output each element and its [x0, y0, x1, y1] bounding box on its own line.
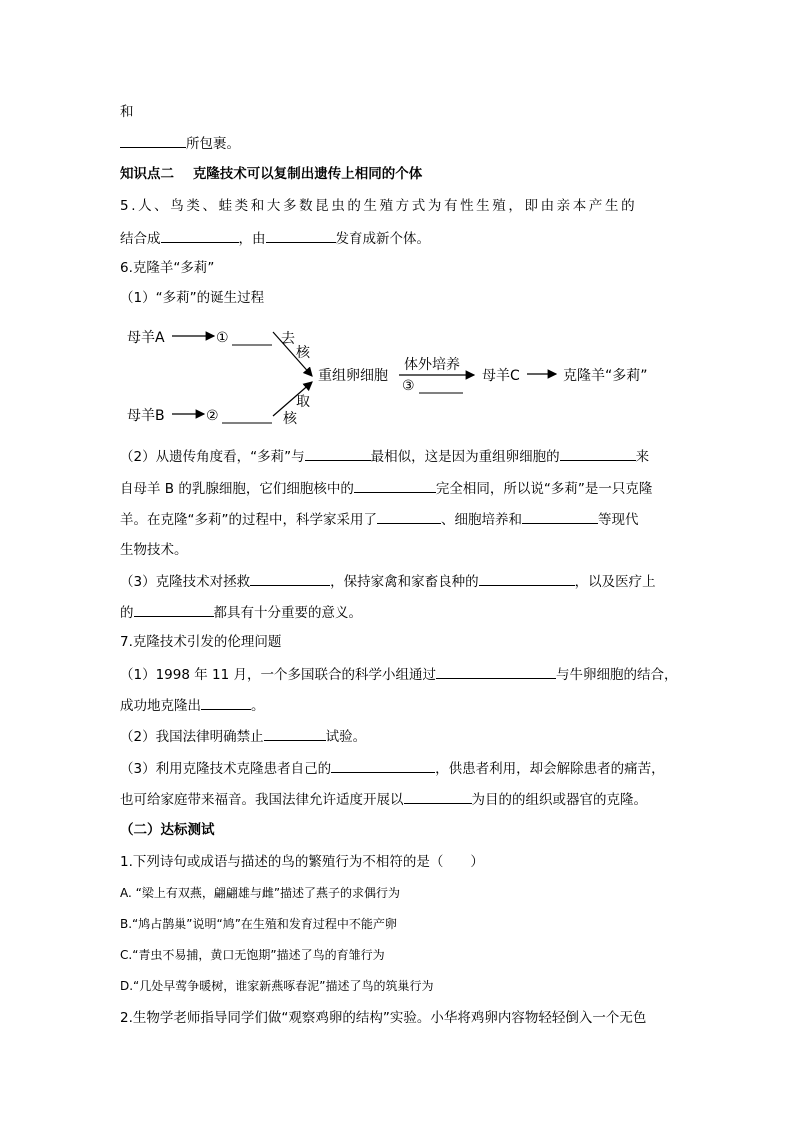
answer-blank[interactable] [134, 602, 214, 617]
answer-blank[interactable] [266, 228, 336, 243]
answer-blank[interactable] [354, 478, 436, 493]
question-7-part-2: （2）我国法律明确禁止 试验。 [120, 726, 366, 747]
text-line: 所包裹。 [120, 133, 240, 154]
answer-blank[interactable] [331, 758, 435, 773]
take-nucleus-label: 取 [296, 394, 310, 410]
ewe-b-label: 母羊B [127, 408, 165, 424]
remove-nucleus-label: 核 [296, 345, 310, 361]
circle-3: ③ [402, 378, 415, 394]
dolly-process-diagram [0, 318, 794, 428]
question-6-title: 6.克隆羊“多莉” [120, 260, 215, 276]
circle-2: ② [206, 408, 219, 424]
option-b[interactable]: B.“鸠占鹊巢”说明“鸠”在生殖和发育过程中不能产卵 [120, 917, 397, 931]
answer-blank[interactable] [522, 509, 598, 524]
circle-1: ① [216, 330, 229, 346]
answer-blank[interactable] [479, 571, 575, 586]
question-7-part-3: 也可给家庭带来福音。我国法律允许适度开展以 为目的的组织或器官的克隆。 [120, 789, 647, 810]
ewe-a-label: 母羊A [127, 330, 165, 346]
answer-blank[interactable] [377, 509, 441, 524]
answer-blank[interactable] [305, 446, 371, 461]
question-6-part-3: （3）克隆技术对拯救 ，保持家禽和家畜良种的 ，以及医疗上 [120, 571, 656, 592]
answer-blank[interactable] [404, 789, 472, 804]
question-6-part-2: 自母羊 B 的乳腺细胞，它们细胞核中的 完全相同，所以说“多莉”是一只克隆 [120, 478, 652, 499]
answer-blank[interactable] [120, 133, 186, 148]
ewe-c-label: 母羊C [482, 368, 520, 384]
question-6-sub: （1）“多莉”的诞生过程 [120, 290, 265, 306]
answer-blank[interactable] [250, 571, 330, 586]
option-c[interactable]: C.“青虫不易捕，黄口无饱期”描述了鸟的育雏行为 [120, 948, 385, 962]
section-heading: （二）达标测试 [120, 822, 215, 838]
question-7-part-1: （1）1998 年 11 月，一个多国联合的科学小组通过 与牛卵细胞的结合， [120, 664, 678, 685]
culture-label: 体外培养 [404, 357, 460, 373]
dolly-label: 克隆羊“多莉” [563, 368, 648, 384]
question-7-part-1: 成功地克隆出 。 [120, 695, 265, 716]
text-line: 和 [120, 104, 134, 120]
question-7-part-3: （3）利用克隆技术克隆患者自己的 ，供患者利用，却会解除患者的痛苦， [120, 758, 665, 779]
question-6-part-3: 的 都具有十分重要的意义。 [120, 602, 362, 623]
option-d[interactable]: D.“几处早莺争暖树，谁家新燕啄春泥”描述了鸟的筑巢行为 [120, 979, 434, 993]
question-6-part-2: 生物技术。 [120, 542, 188, 558]
answer-blank[interactable] [161, 228, 239, 243]
option-a[interactable]: A. “梁上有双燕，翩翩雄与雌”描述了燕子的求偶行为 [120, 886, 401, 900]
answer-blank[interactable] [201, 695, 251, 710]
answer-blank[interactable] [264, 726, 326, 741]
question-7-title: 7.克隆技术引发的伦理问题 [120, 634, 282, 650]
recombined-egg-label: 重组卵细胞 [318, 368, 388, 384]
answer-blank[interactable] [436, 664, 556, 679]
test-question-2: 2.生物学老师指导同学们做“观察鸡卵的结构”实验。小华将鸡卵内容物轻轻倒入一个无色 [120, 1010, 647, 1026]
take-nucleus-label: 核 [283, 411, 297, 427]
remove-nucleus-label: 去 [281, 331, 295, 347]
answer-blank[interactable] [560, 446, 636, 461]
question-5-line: 结合成 ，由 发育成新个体。 [120, 228, 430, 249]
question-5-line: 5.人、鸟类、蛙类和大多数昆虫的生殖方式为有性生殖，即由亲本产生的 [120, 198, 638, 214]
test-question-1: 1.下列诗句或成语与描述的鸟的繁殖行为不相符的是（ ） [120, 854, 484, 870]
question-6-part-2: （2）从遗传角度看，“多莉”与 最相似，这是因为重组卵细胞的 来 [120, 446, 649, 467]
section-heading: 知识点二 克隆技术可以复制出遗传上相同的个体 [120, 166, 423, 182]
question-6-part-2: 羊。在克隆“多莉”的过程中，科学家采用了 、细胞培养和 等现代 [120, 509, 639, 530]
